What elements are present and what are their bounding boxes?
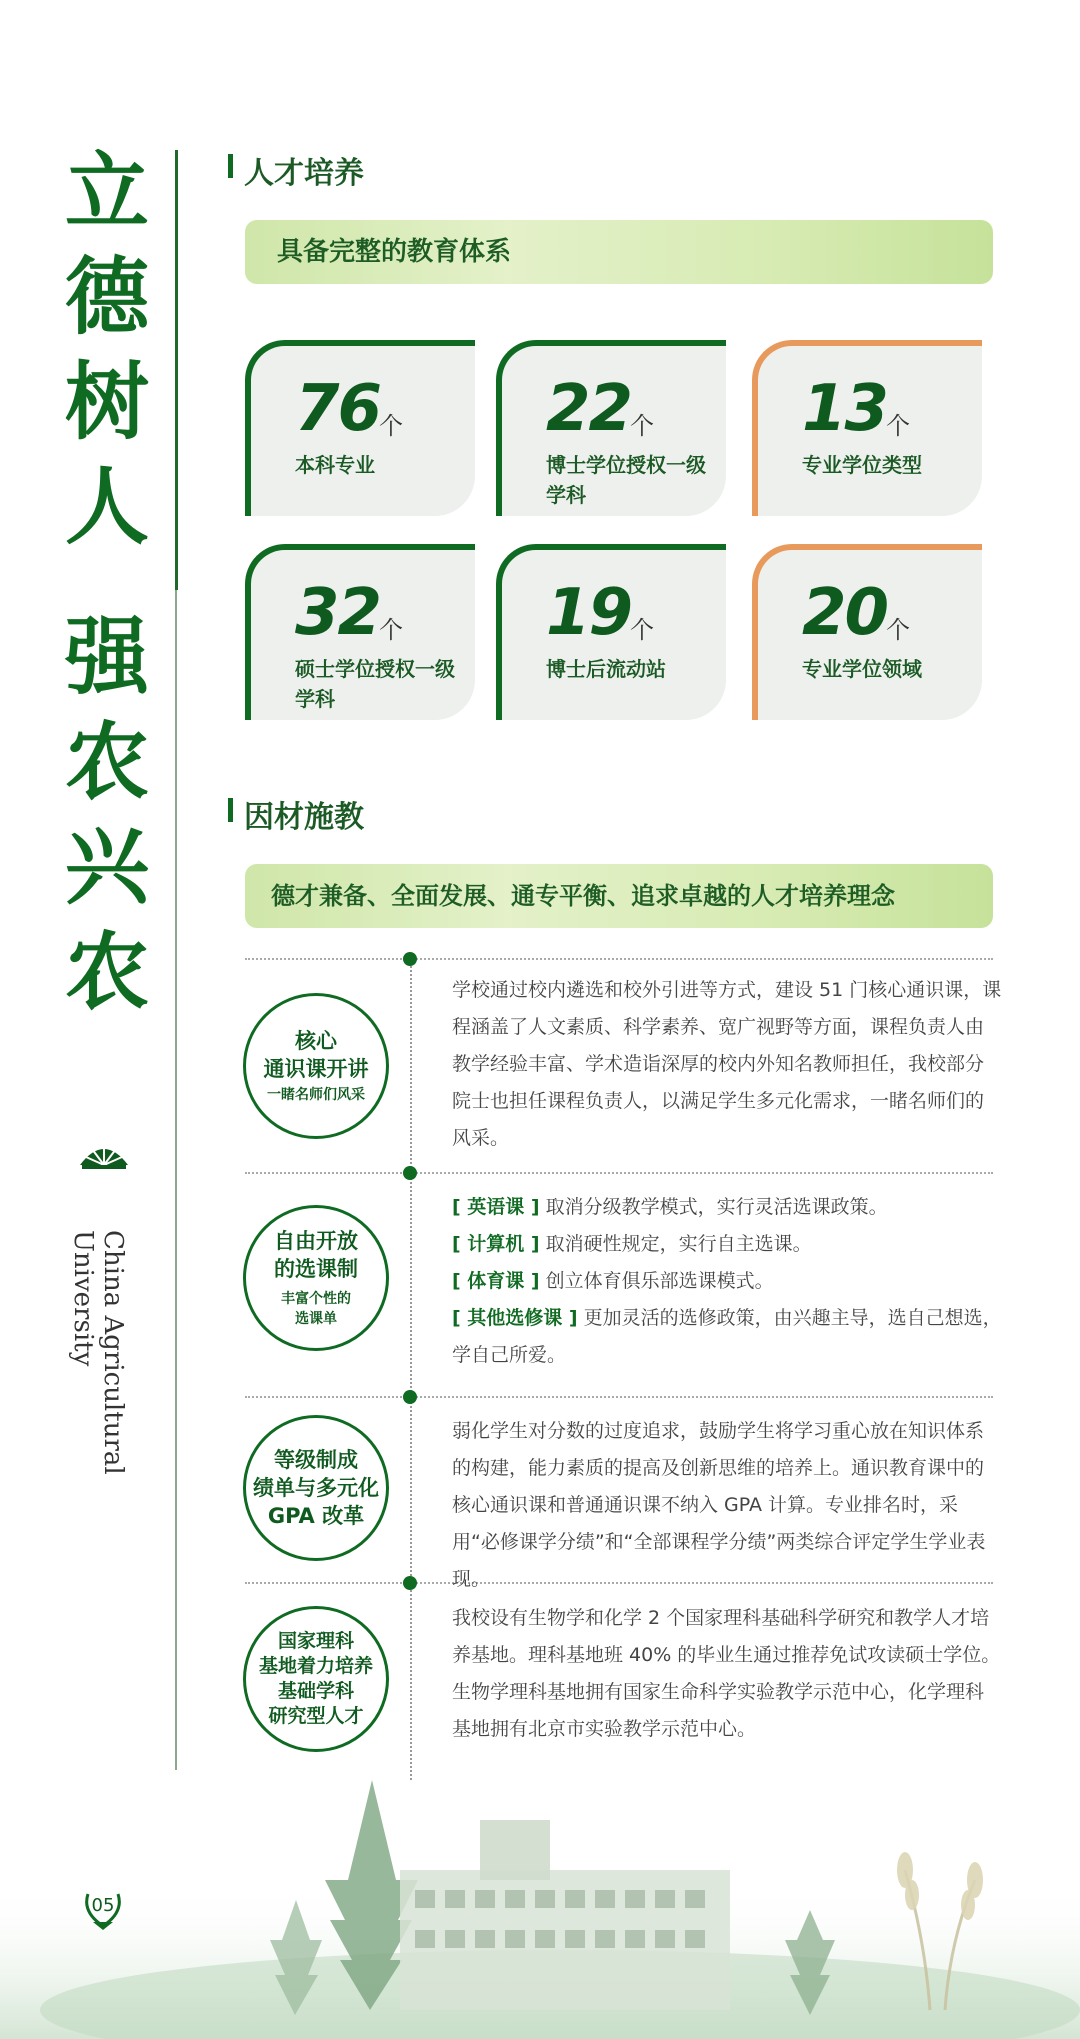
section-banner: 德才兼备、全面发展、通专平衡、追求卓越的人才培养理念: [245, 864, 993, 928]
stat-card: [752, 340, 982, 516]
stat-label: 博士后流动站: [546, 657, 666, 681]
stat-unit: 个: [630, 616, 654, 644]
timeline-node: [403, 1576, 417, 1590]
topic-circle: 国家理科 基地着力培养 基础学科 研究型人才: [243, 1606, 389, 1752]
stat-label: 博士学位授权一级学科: [546, 453, 706, 507]
stat-unit: 个: [886, 616, 910, 644]
title-char: 人: [64, 457, 149, 556]
title-char: 树: [64, 352, 149, 451]
row-divider: [245, 1396, 993, 1398]
divider-line: [175, 150, 178, 590]
stat-card: [245, 544, 475, 720]
campus-landscape-illustration: [0, 1760, 1080, 2039]
stat-number: 76: [295, 372, 381, 446]
timeline-line: [410, 958, 412, 1780]
title-char: 农: [64, 922, 149, 1021]
title-char: 立: [64, 142, 149, 241]
topic-text: 学校通过校内遴选和校外引进等方式，建设 51 门核心通识课，课程涵盖了人文素质、科学素养、宽广视野等方面，课程负责人由教学经验丰富、学术造诣深厚的校内外知名教师担任，我校部分院士也担任课程负责人，以满足学生多元化需求，一睹名师们的风采。: [452, 979, 1002, 1149]
topic-text: 我校设有生物学和化学 2 个国家理科基础科学研究和教学人才培养基地。理科基地班 40% 的毕业生通过推荐免试攻读硕士学位。生物学理科基地拥有国家生命科学实验教学示范中心，化学理科基地拥有北京市实验教学示范中心。: [452, 1607, 1001, 1740]
stat-card: [496, 544, 726, 720]
stat-unit: 个: [630, 412, 654, 440]
stat-card: [752, 544, 982, 720]
topic-circle: 自由开放 的选课制 丰富个性的 选课单: [243, 1205, 389, 1351]
row-divider: [245, 1172, 993, 1174]
title-char: 农: [64, 712, 149, 811]
timeline-node: [403, 952, 417, 966]
stat-number: 20: [802, 576, 888, 650]
topic-circle: 核心 通识课开讲 一睹名师们风采: [243, 993, 389, 1139]
university-logo-icon: [76, 1135, 132, 1171]
section-banner: 具备完整的教育体系: [245, 220, 993, 284]
stat-label: 本科专业: [295, 453, 375, 477]
stat-card: [245, 340, 475, 516]
stat-card: [496, 340, 726, 516]
section-title: 人才培养: [228, 148, 364, 192]
stat-unit: 个: [379, 412, 403, 440]
section-title: 因材施教: [228, 792, 364, 836]
topic-text: [ 英语课 ] 取消分级教学模式，实行灵活选课政策。 [ 计算机 ] 取消硬性规定，实行自主选课。 [ 体育课 ] 创立体育俱乐部选课模式。 [ 其他选修课 ] 更加灵活的选修政策，由兴趣主导，选自己想选，学自己所爱。: [452, 1196, 1002, 1366]
row-divider: [245, 958, 993, 960]
stat-number: 32: [295, 576, 381, 650]
stat-number: 13: [802, 372, 888, 446]
topic-text: 弱化学生对分数的过度追求，鼓励学生将学习重心放在知识体系的构建，能力素质的提高及创新思维的培养上。通识教育课中的核心通识课和普通通识课不纳入 GPA 计算。专业排名时，采用“必修课学分绩”和“全部课程学分绩”两类综合评定学生学业表现。: [452, 1420, 986, 1590]
timeline-node: [403, 1390, 417, 1404]
title-char: 强: [64, 607, 149, 706]
stat-number: 19: [546, 576, 632, 650]
divider-line: [175, 590, 177, 1770]
stat-unit: 个: [379, 616, 403, 644]
stat-unit: 个: [886, 412, 910, 440]
stat-label: 硕士学位授权一级学科: [295, 657, 455, 711]
university-english-name: China Agricultural University: [68, 1230, 128, 1475]
title-char: 兴: [64, 817, 149, 916]
title-char: 德: [64, 247, 149, 346]
topic-circle: 等级制成 绩单与多元化 GPA 改革: [243, 1415, 389, 1561]
page-number: 05: [91, 1895, 115, 1916]
stat-number: 22: [546, 372, 632, 446]
stat-label: 专业学位领域: [802, 657, 922, 681]
timeline-node: [403, 1166, 417, 1180]
stat-label: 专业学位类型: [802, 453, 922, 477]
